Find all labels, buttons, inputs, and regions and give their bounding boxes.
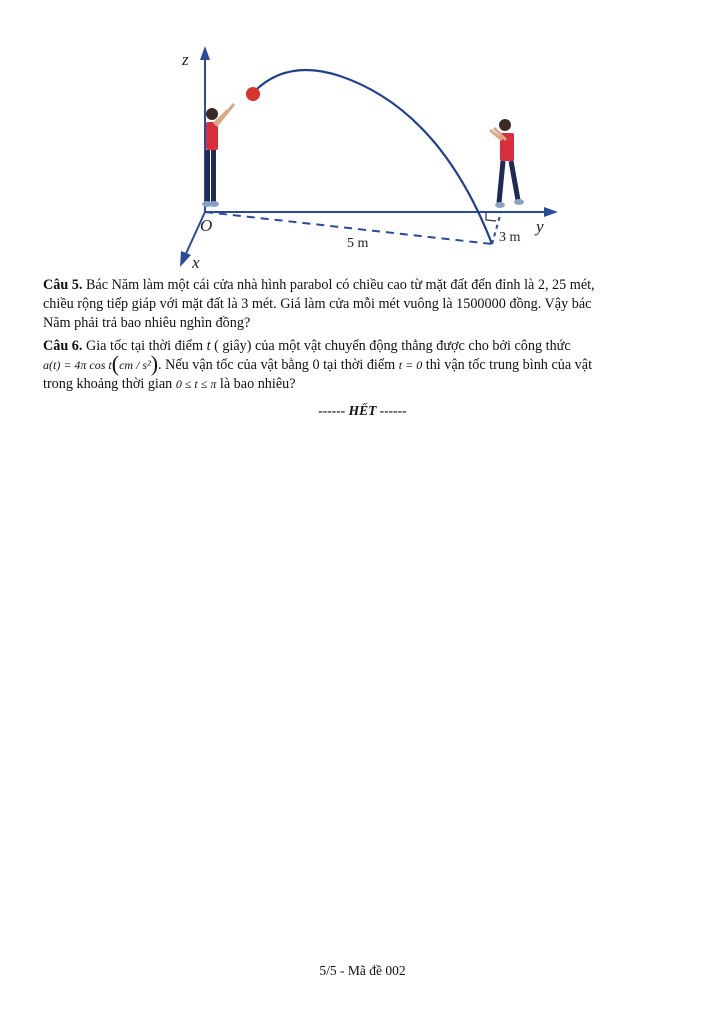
q6-text1: Gia tốc tại thời điểm	[85, 338, 204, 354]
end-mark: ------ HẾT ------	[318, 403, 407, 418]
q6-text2: ( giây) của một vật chuyển động thẳng được cho bởi công thức	[214, 338, 571, 354]
q5-text6: Năm phải trả bao nhiêu nghìn đồng?	[43, 315, 251, 331]
origin-label: O	[200, 216, 213, 235]
q5-width: 3	[241, 296, 249, 312]
y-axis-label: y	[536, 217, 544, 236]
side-label: 3 m	[499, 230, 521, 245]
z-axis-label: z	[182, 50, 189, 69]
receiver-person	[490, 119, 524, 208]
thrower-person	[202, 104, 234, 207]
q6-t: t	[206, 338, 211, 354]
q5-height: 2, 25	[537, 277, 567, 293]
z-axis-arrow	[200, 46, 210, 60]
question-5	[43, 276, 683, 333]
q6-formula-lhs: a(t) = 4π cos t	[43, 358, 112, 372]
q5-text1: Bác Năm làm một cái cửa nhà hình parabol có chiều cao từ mặt đất đến đỉnh là	[85, 277, 535, 293]
basketball-parabola-figure	[0, 0, 725, 275]
q5-label: Câu 5.	[43, 277, 83, 293]
q5-text4: mét. Giá làm cửa mỗi mét vuông là	[251, 296, 453, 312]
q6-formula-unit: cm / s²	[119, 358, 151, 372]
ball	[246, 87, 260, 101]
distance-label: 5 m	[347, 236, 369, 251]
right-angle-mark	[486, 212, 496, 221]
q5-text3: chiều rộng tiếp giáp với mặt đất là	[43, 296, 238, 312]
q6-interval: 0 ≤ t ≤ π	[175, 377, 217, 391]
q6-text6: là bao nhiêu?	[219, 376, 296, 392]
q5-text2: mét,	[569, 277, 595, 293]
x-axis-arrow	[180, 251, 191, 267]
q6-text3: . Nếu vận tốc của vật bằng 0 tại thời điểm	[158, 357, 396, 373]
page-footer: 5/5 - Mã đề 002	[319, 963, 406, 978]
q6-text4: thì vận tốc trung bình của vật	[425, 357, 593, 373]
q6-label: Câu 6.	[43, 338, 83, 354]
q6-text5: trong khoảng thời gian	[43, 376, 173, 392]
q5-price: 1500000	[456, 296, 506, 312]
q5-text5: đồng. Vậy bác	[509, 296, 592, 312]
x-axis-label: x	[192, 253, 200, 272]
question-6: Câu 6. Gia tốc tại thời điểm t ( giây) của một vật chuyển động thẳng được cho bởi công thức a(t) = 4π cos t(cm / s²). Nếu vận tốc của vật bằng 0 tại thời điểm t = 0 thì vận tốc trung bình của vật trong khoảng thời gian 0 ≤ t ≤ π là bao nhiêu?	[43, 338, 593, 392]
y-axis-arrow	[544, 207, 558, 217]
ball-trajectory	[252, 70, 492, 244]
q6-t0: t = 0	[398, 358, 423, 372]
